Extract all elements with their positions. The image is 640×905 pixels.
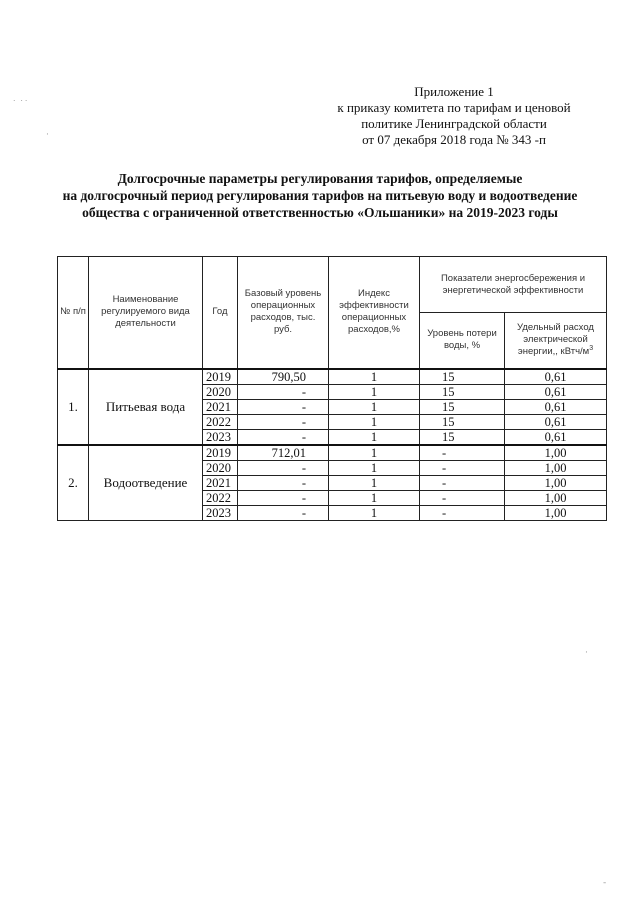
scan-artifact: ·: [46, 130, 49, 140]
title-line: на долгосрочный период регулирования тарифов на питьевую воду и водоотведение: [62, 188, 578, 203]
activity-name: Питьевая вода: [89, 369, 203, 445]
efficiency-index-cell: 1: [329, 414, 420, 429]
base-expense-cell: -: [238, 475, 329, 490]
header-index: Индекс эффективности операционных расходов,%: [329, 257, 420, 369]
water-loss-cell: -: [420, 505, 505, 520]
header-energy-group: Показатели энергосбережения и энергетической эффективности: [420, 257, 607, 313]
year-cell: 2021: [203, 475, 238, 490]
water-loss-cell: 15: [420, 384, 505, 399]
table-body: [58, 369, 607, 521]
table-row: [58, 445, 607, 461]
base-expense-cell: -: [238, 460, 329, 475]
efficiency-index-cell: 1: [329, 475, 420, 490]
year-cell: 2023: [203, 505, 238, 520]
table-row: [58, 369, 607, 385]
appendix-line: Приложение 1: [414, 84, 494, 99]
specific-consumption-cell: 0,61: [505, 414, 607, 429]
water-loss-cell: -: [420, 460, 505, 475]
specific-consumption-cell: 0,61: [505, 369, 607, 385]
year-cell: 2019: [203, 369, 238, 385]
activity-name: Водоотведение: [89, 445, 203, 521]
base-expense-cell: -: [238, 490, 329, 505]
header-specific-consumption: [505, 313, 607, 369]
year-cell: 2021: [203, 399, 238, 414]
appendix-line: от 07 декабря 2018 года № 343 -п: [362, 132, 546, 147]
header-specific-label: Удельный расход электрической энергии,, кВтч/м: [517, 322, 594, 358]
specific-consumption-cell: 0,61: [505, 429, 607, 445]
year-cell: 2020: [203, 460, 238, 475]
year-cell: 2019: [203, 445, 238, 461]
row-number: 1.: [58, 369, 89, 445]
header-specific-sup: 3: [589, 345, 594, 353]
header-water-loss: Уровень потери воды, %: [420, 313, 505, 369]
efficiency-index-cell: 1: [329, 505, 420, 520]
base-expense-cell: -: [238, 505, 329, 520]
year-cell: 2022: [203, 414, 238, 429]
efficiency-index-cell: 1: [329, 490, 420, 505]
water-loss-cell: 15: [420, 399, 505, 414]
base-expense-cell: 712,01: [238, 445, 329, 461]
year-cell: 2020: [203, 384, 238, 399]
water-loss-cell: 15: [420, 414, 505, 429]
efficiency-index-cell: 1: [329, 460, 420, 475]
specific-consumption-cell: 1,00: [505, 445, 607, 461]
specific-consumption-cell: 1,00: [505, 505, 607, 520]
base-expense-cell: -: [238, 414, 329, 429]
header-activity: Наименование регулируемого вида деятельности: [89, 257, 203, 369]
water-loss-cell: 15: [420, 369, 505, 385]
header-year: Год: [203, 257, 238, 369]
scan-artifact: ˙ ˙˙: [12, 100, 29, 110]
efficiency-index-cell: 1: [329, 445, 420, 461]
title-line: общества с ограниченной ответственностью «Ольшаники» на 2019-2023 годы: [82, 205, 558, 220]
scan-artifact: -: [603, 878, 607, 888]
specific-consumption-cell: 1,00: [505, 490, 607, 505]
base-expense-cell: 790,50: [238, 369, 329, 385]
scan-artifact: ·: [585, 648, 588, 658]
water-loss-cell: -: [420, 475, 505, 490]
specific-consumption-cell: 1,00: [505, 460, 607, 475]
document-title: [40, 170, 600, 221]
year-cell: 2022: [203, 490, 238, 505]
specific-consumption-cell: 0,61: [505, 399, 607, 414]
water-loss-cell: -: [420, 445, 505, 461]
appendix-line: к приказу комитета по тарифам и ценовой: [337, 100, 571, 115]
water-loss-cell: -: [420, 490, 505, 505]
specific-consumption-cell: 0,61: [505, 384, 607, 399]
base-expense-cell: -: [238, 429, 329, 445]
specific-consumption-cell: 1,00: [505, 475, 607, 490]
base-expense-cell: -: [238, 399, 329, 414]
year-cell: 2023: [203, 429, 238, 445]
tariff-parameters-table: [57, 256, 607, 521]
efficiency-index-cell: 1: [329, 399, 420, 414]
efficiency-index-cell: 1: [329, 384, 420, 399]
header-num: № п/п: [58, 257, 89, 369]
water-loss-cell: 15: [420, 429, 505, 445]
row-number: 2.: [58, 445, 89, 521]
efficiency-index-cell: 1: [329, 429, 420, 445]
header-base: Базовый уровень операционных расходов, тыс. руб.: [238, 257, 329, 369]
appendix-line: политике Ленинградской области: [361, 116, 547, 131]
efficiency-index-cell: 1: [329, 369, 420, 385]
base-expense-cell: -: [238, 384, 329, 399]
appendix-block: [304, 84, 604, 148]
title-line: Долгосрочные параметры регулирования тарифов, определяемые: [117, 171, 523, 186]
